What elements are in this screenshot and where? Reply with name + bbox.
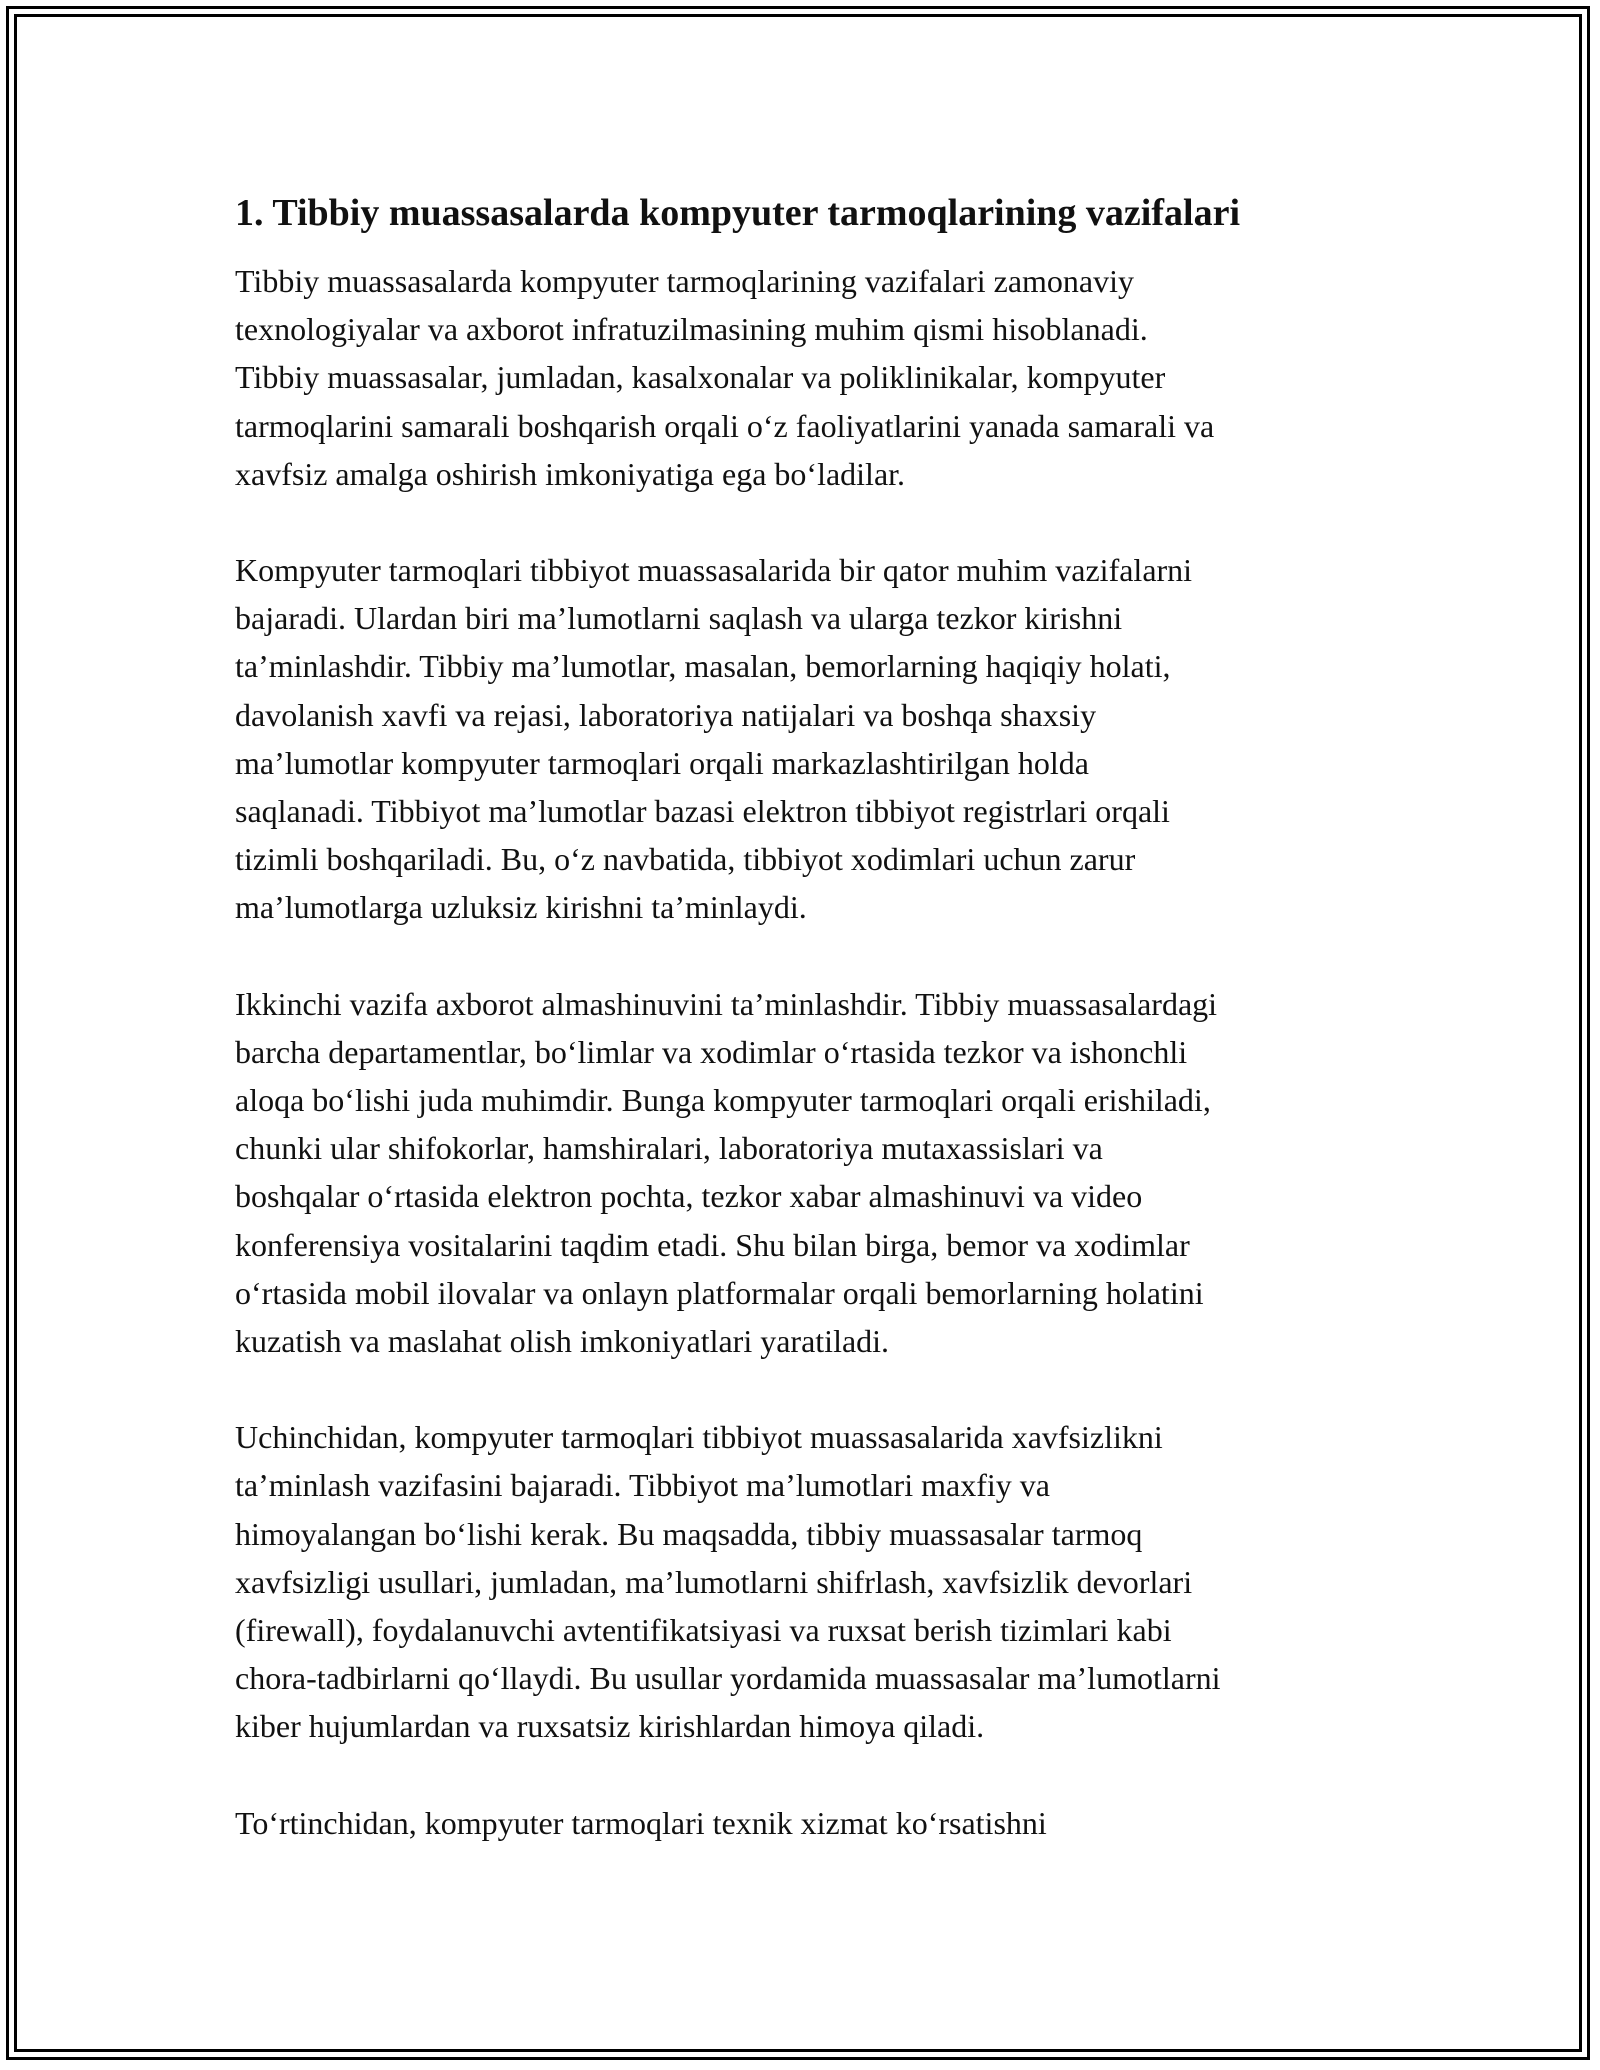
document-body [235, 185, 1375, 1895]
text-line: To‘rtinchidan, kompyuter tarmoqlari texnik xizmat ko‘rsatishni [235, 1804, 1047, 1841]
text-line: himoyalangan bo‘lishi kerak. Bu maqsadda, tibbiy muassasalar tarmoq [235, 1515, 1143, 1552]
text-line: davolanish xavfi va rejasi, laboratoriya natijalari va boshqa shaxsiy [235, 696, 1097, 733]
text-line: texnologiyalar va axborot infratuzilmasining muhim qismi hisoblanadi. [235, 311, 1148, 348]
text-line: ma’lumotlar kompyuter tarmoqlari orqali markazlashtirilgan holda [235, 744, 1089, 781]
paragraph-4 [235, 1413, 1375, 1750]
text-line: chora-tadbirlarni qo‘llaydi. Bu usullar yordamida muassasalar ma’lumotlarni [235, 1660, 1221, 1697]
text-line: ta’minlashdir. Tibbiy ma’lumotlar, masalan, bemorlarning haqiqiy holati, [235, 648, 1171, 685]
text-line: chunki ular shifokorlar, hamshiralari, laboratoriya mutaxassislari va [235, 1130, 1103, 1167]
text-line: bajaradi. Ulardan biri ma’lumotlarni saqlash va ularga tezkor kirishni [235, 600, 1123, 637]
text-line: saqlanadi. Tibbiyot ma’lumotlar bazasi elektron tibbiyot registrlari orqali [235, 793, 1170, 830]
text-line: Ikkinchi vazifa axborot almashinuvini ta’minlashdir. Tibbiy muassasalardagi [235, 985, 1218, 1022]
paragraph-3 [235, 980, 1375, 1366]
text-line: barcha departamentlar, bo‘limlar va xodimlar o‘rtasida tezkor va ishonchli [235, 1033, 1188, 1070]
paragraph-5 [235, 1799, 1375, 1847]
text-line: kuzatish va maslahat olish imkoniyatlari yaratiladi. [235, 1323, 890, 1360]
text-line: Uchinchidan, kompyuter tarmoqlari tibbiyot muassasalarida xavfsizlikni [235, 1419, 1163, 1456]
text-line: Tibbiy muassasalar, jumladan, kasalxonalar va poliklinikalar, kompyuter [235, 359, 1166, 396]
text-line: aloqa bo‘lishi juda muhimdir. Bunga kompyuter tarmoqlari orqali erishiladi, [235, 1082, 1211, 1119]
text-line: boshqalar o‘rtasida elektron pochta, tezkor xabar almashinuvi va video [235, 1178, 1143, 1215]
text-line: o‘rtasida mobil ilovalar va onlayn platformalar orqali bemorlarning holatini [235, 1274, 1204, 1311]
text-line: xavfsizligi usullari, jumladan, ma’lumotlarni shifrlash, xavfsizlik devorlari [235, 1563, 1193, 1600]
text-line: ma’lumotlarga uzluksiz kirishni ta’minlaydi. [235, 889, 807, 926]
text-line: Tibbiy muassasalarda kompyuter tarmoqlarining vazifalari zamonaviy [235, 263, 1135, 299]
paragraph-2 [235, 546, 1375, 932]
text-line: Kompyuter tarmoqlari tibbiyot muassasalarida bir qator muhim vazifalarni [235, 552, 1193, 589]
paragraph-1 [235, 257, 1375, 498]
text-line: tizimli boshqariladi. Bu, o‘z navbatida, tibbiyot xodimlari uchun zarur [235, 841, 1136, 878]
text-line: tarmoqlarini samarali boshqarish orqali o‘z faoliyatlarini yanada samarali va [235, 407, 1215, 444]
text-line: ta’minlash vazifasini bajaradi. Tibbiyot ma’lumotlari maxfiy va [235, 1467, 1050, 1504]
text-line: (firewall), foydalanuvchi avtentifikatsiyasi va ruxsat berish tizimlari kabi [235, 1612, 1172, 1649]
text-line: kiber hujumlardan va ruxsatsiz kirishlardan himoya qiladi. [235, 1708, 985, 1745]
text-line: konferensiya vositalarini taqdim etadi. Shu bilan birga, bemor va xodimlar [235, 1226, 1190, 1263]
text-line: xavfsiz amalga oshirish imkoniyatiga ega bo‘ladilar. [235, 455, 906, 492]
section-heading: 1. Tibbiy muassasalarda kompyuter tarmoqlarining vazifalari [235, 192, 1240, 234]
